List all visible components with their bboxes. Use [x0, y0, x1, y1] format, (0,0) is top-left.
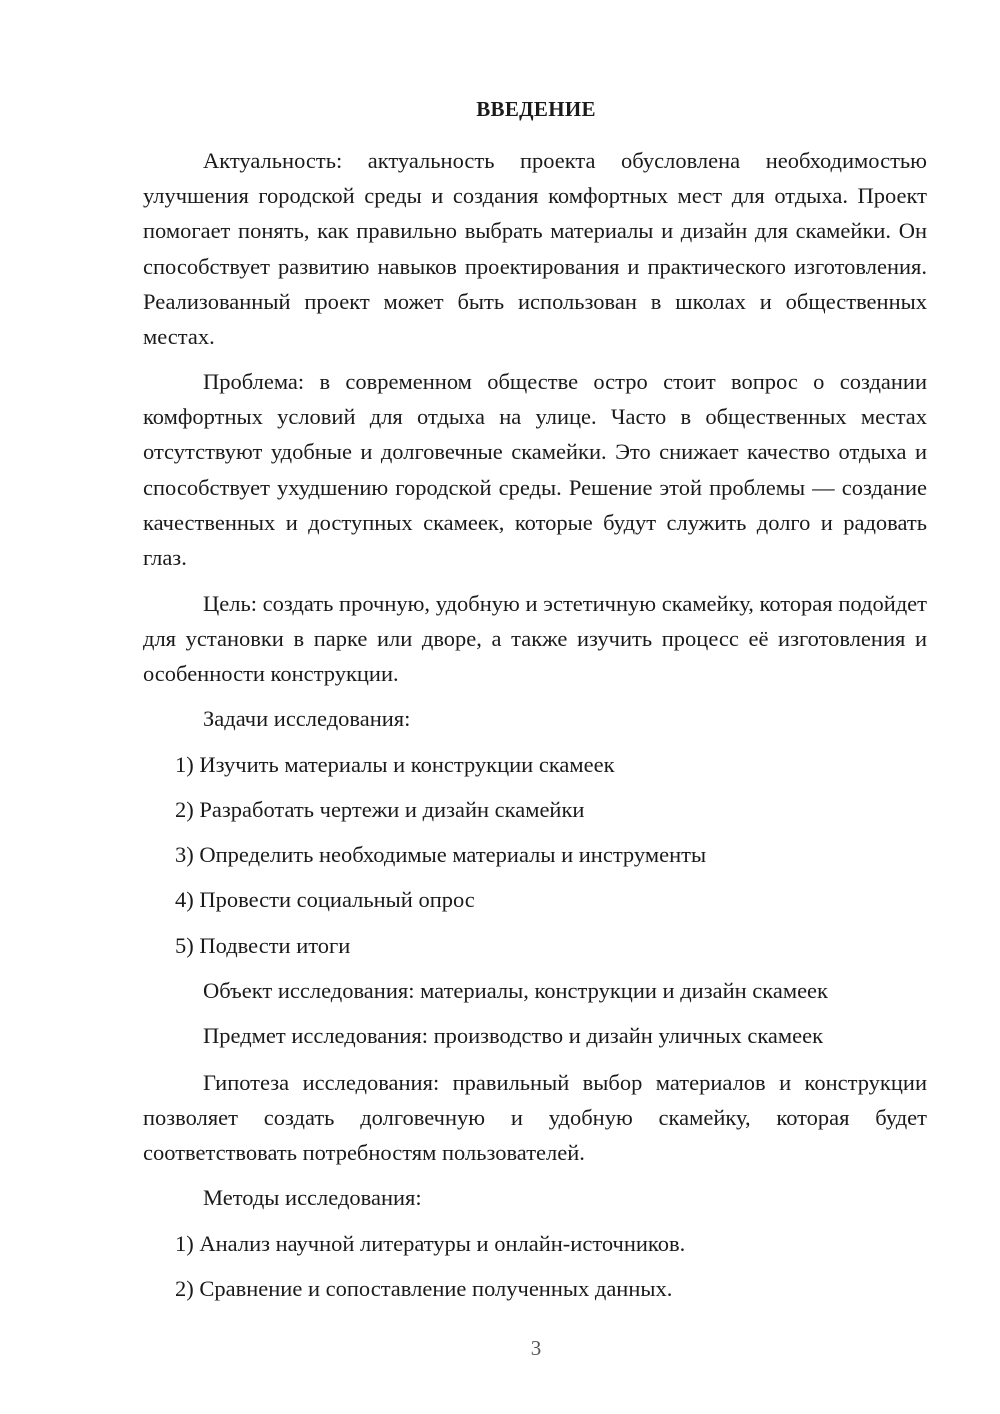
- research-object: Объект исследования: материалы, конструкции и дизайн скамеек: [203, 978, 828, 1003]
- actuality-paragraph-block: [143, 143, 927, 354]
- section-title: ВВЕДЕНИЕ: [476, 97, 596, 121]
- hypothesis-paragraph-block: [143, 1065, 927, 1171]
- task-item: 3) Определить необходимые материалы и инструменты: [175, 842, 707, 867]
- tasks-heading: Задачи исследования:: [203, 706, 411, 731]
- task-item: 2) Разработать чертежи и дизайн скамейки: [175, 797, 585, 822]
- task-item: 5) Подвести итоги: [175, 933, 351, 958]
- actuality-paragraph: Актуальность: актуальность проекта обусловлена необходимостью улучшения городской среды и создания комфортных мест для отдыха. Проект помогает понять, как правильно выбрать материалы и дизайн для скамейки. Он способствует развитию навыков проектирования и практического изготовления. Реализованный проект может быть использован в школах и общественных местах.: [143, 148, 927, 350]
- method-item: 1) Анализ научной литературы и онлайн-источников.: [175, 1231, 686, 1256]
- problem-paragraph: Проблема: в современном обществе остро стоит вопрос о создании комфортных условий для отдыха на улице. Часто в общественных местах отсутствуют удобные и долговечные скамейки. Это снижает качество отдыха и способствует ухудшению городской среды. Решение этой проблемы — создание качественных и доступных скамеек, которые будут служить долго и радовать глаз.: [143, 369, 927, 571]
- hypothesis-paragraph: Гипотеза исследования: правильный выбор материалов и конструкции позволяет создать долговечную и удобную скамейку, которая будет соответствовать потребностям пользователей.: [143, 1070, 927, 1166]
- page-number: 3: [530, 1336, 542, 1360]
- task-item: 4) Провести социальный опрос: [175, 887, 475, 912]
- goal-paragraph-block: [143, 586, 927, 692]
- problem-paragraph-block: [143, 364, 927, 575]
- goal-paragraph: Цель: создать прочную, удобную и эстетичную скамейку, которая подойдет для установки в парке или дворе, а также изучить процесс её изготовления и особенности конструкции.: [143, 591, 927, 687]
- research-subject: Предмет исследования: производство и дизайн уличных скамеек: [203, 1023, 824, 1048]
- methods-heading: Методы исследования:: [203, 1185, 422, 1210]
- method-item: 2) Сравнение и сопоставление полученных данных.: [175, 1276, 673, 1301]
- task-item: 1) Изучить материалы и конструкции скамеек: [175, 752, 615, 777]
